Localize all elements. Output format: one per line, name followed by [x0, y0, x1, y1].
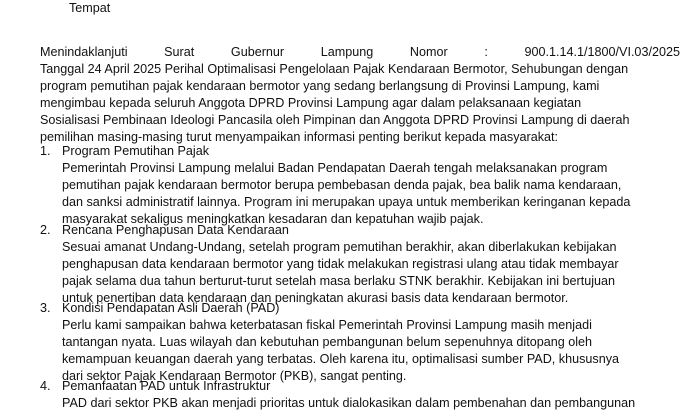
intro-line: Sosialisasi Pembinaan Ideologi Pancasila oleh Pimpinan dan Anggota DPRD Provinsi Lampung di daerah [40, 113, 630, 127]
intro-word: Surat [164, 45, 195, 59]
intro-word: Menindaklanjuti [40, 45, 128, 59]
intro-line: pemilihan masing-masing turut menyampaikan informasi penting berikut kepada masyarakat: [40, 130, 558, 144]
intro-line: program pemutihan pajak kendaraan bermotor yang sedang berlangsung di Provinsi Lampung, kami [40, 79, 600, 93]
list-item-line: Sesuai amanat Undang-Undang, setelah program pemutihan berakhir, akan diberlakukan kebijakan [62, 240, 617, 254]
intro-word: 900.1.14.1/1800/VI.03/2025 [524, 45, 680, 59]
intro-word: : [484, 45, 488, 59]
intro-word: Lampung [320, 45, 374, 59]
list-item-title: Rencana Penghapusan Data Kendaraan [62, 223, 289, 237]
list-item-line: dari sektor Pajak Kendaraan Bermotor (PKB), sangat penting. [62, 369, 407, 383]
list-item-body [62, 143, 680, 228]
list-item-number: 2. [40, 223, 51, 237]
list-item-line: Perlu kami sampaikan bahwa keterbatasan fiskal Pemerintah Provinsi Lampung masih menjadi [62, 318, 592, 332]
list-item-line: masyarakat sekaligus meningkatkan kesadaran dan kepatuhan wajib pajak. [62, 212, 484, 226]
list-item-number: 1. [40, 144, 51, 158]
list-item-line: pajak selama dua tahun berturut-turut setelah masa berlaku STNK berakhir. Kebijakan ini bertujuan [62, 274, 616, 288]
list-item-line: pemutihan pajak kendaraan bermotor berupa pembebasan denda pajak, bea balik nama kendaraan, [62, 178, 622, 192]
list-item-number: 3. [40, 301, 51, 315]
tempat-label: Tempat [69, 1, 111, 15]
intro-line: mengimbau kepada seluruh Anggota DPRD Provinsi Lampung agar dalam pelaksanaan kegiatan [40, 96, 582, 110]
list-item-title: Pemanfaatan PAD untuk Infrastruktur [62, 379, 271, 393]
list-item-line: kemampuan keuangan daerah yang terbatas. Oleh karena itu, optimalisasi sumber PAD, khususnya [62, 352, 620, 366]
list-item-body [62, 378, 680, 410]
list-item-title: Kondisi Pendapatan Asli Daerah (PAD) [62, 301, 280, 315]
list-item-title: Program Pemutihan Pajak [62, 144, 209, 158]
list-item-line: dan sanksi administratif lainnya. Program ini merupakan upaya untuk memberikan keringanan kepada [62, 195, 631, 209]
intro-line: Tanggal 24 April 2025 Perihal Optimalisasi Pengelolaan Pajak Kendaraan Bermotor, Sehubungan dengan [40, 62, 629, 76]
intro-word: Gubernur [230, 45, 285, 59]
list-item-line: PAD dari sektor PKB akan menjadi prioritas untuk dialokasikan dalam pembenahan dan pembangunan [62, 396, 636, 410]
list-item-number: 4. [40, 379, 51, 393]
intro-line-1 [40, 44, 680, 61]
list-item-line: untuk penertiban data kendaraan dan peningkatan akurasi basis data kendaraan bermotor. [62, 291, 569, 305]
list-item-line: Pemerintah Provinsi Lampung melalui Badan Pendapatan Daerah tengah melaksanakan program [62, 161, 608, 175]
intro-word: Nomor [409, 45, 448, 59]
intro-paragraph [40, 44, 680, 146]
list-item-body [62, 222, 680, 307]
list-item-body [62, 300, 680, 385]
list-item-line: penghapusan data kendaraan bermotor yang tidak melakukan registrasi ulang atau tidak membayar [62, 257, 619, 271]
list-item-line: tantangan nyata. Luas wilayah dan kebutuhan pembangunan belum sepenuhnya ditopang oleh [62, 335, 593, 349]
